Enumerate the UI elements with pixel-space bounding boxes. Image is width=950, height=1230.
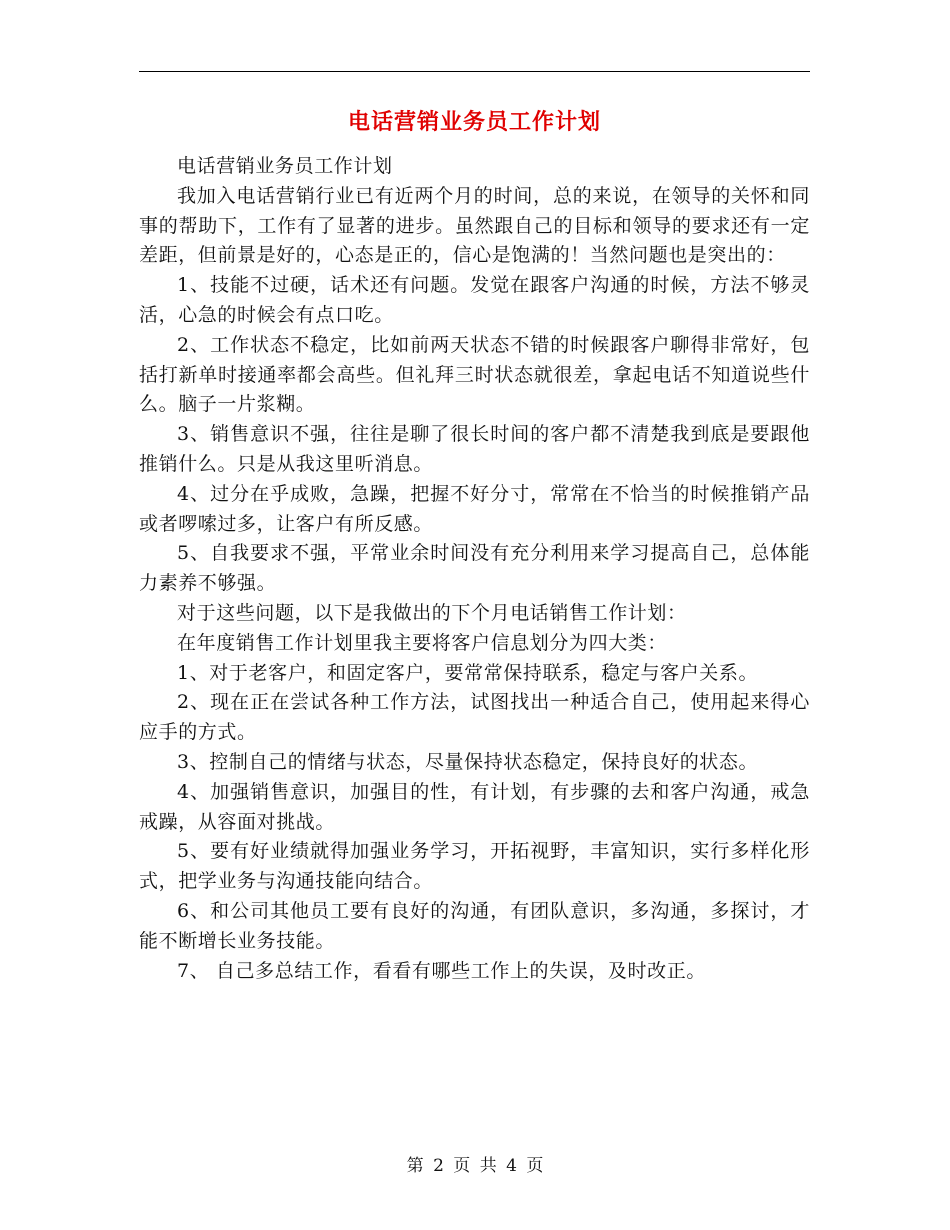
paragraph-plan-2: 2、现在正在尝试各种工作方法，试图找出一种适合自己，使用起来得心应手的方式。 xyxy=(139,691,810,744)
paragraph-plan-6: 6、和公司其他员工要有良好的沟通，有团队意识，多沟通，多探讨，才能不断增长业务技能。 xyxy=(139,899,810,952)
paragraph-problem-3: 3、销售意识不强，往往是聊了很长时间的客户都不清楚我到底是要跟他推销什么。只是从我这里听消息。 xyxy=(139,423,810,475)
paragraph-plan-5: 5、要有好业绩就得加强业务学习，开拓视野，丰富知识，实行多样化形式，把学业务与沟通技能向结合。 xyxy=(139,840,810,893)
paragraph-intro: 我加入电话营销行业已有近两个月的时间，总的来说，在领导的关怀和同事的帮助下，工作有了显著的进步。虽然跟自己的目标和领导的要求还有一定差距，但前景是好的，心态是正的，信心是饱满的！当然问题也是突出的： xyxy=(139,184,810,267)
paragraph-plan-1: 1、对于老客户，和固定客户，要常常保持联系，稳定与客户关系。 xyxy=(177,661,759,684)
paragraph-problem-4: 4、过分在乎成败，急躁，把握不好分寸，常常在不恰当的时候推销产品或者啰嗦过多，让客户有所反感。 xyxy=(139,482,810,535)
document-body xyxy=(139,152,810,986)
paragraph-plan-7: 7、 自己多总结工作，看看有哪些工作上的失误，及时改正。 xyxy=(177,959,706,982)
paragraph-problem-1: 1、技能不过硬，话术还有问题。发觉在跟客户沟通的时候，方法不够灵活，心急的时候会有点口吃。 xyxy=(139,274,810,326)
paragraph-plan-4: 4、加强销售意识，加强目的性，有计划，有步骤的去和客户沟通，戒急戒躁，从容面对挑战。 xyxy=(139,780,810,833)
paragraph-subtitle: 电话营销业务员工作计划 xyxy=(177,155,393,177)
paragraph-problem-2: 2、工作状态不稳定，比如前两天状态不错的时候跟客户聊得非常好，包括打新单时接通率都会高些。但礼拜三时状态就很差，拿起电话不知道说些什么。脑子一片浆糊。 xyxy=(139,333,810,416)
paragraph-plan-3: 3、控制自己的情绪与状态，尽量保持状态稳定，保持良好的状态。 xyxy=(177,750,759,773)
header-rule xyxy=(139,71,810,72)
paragraph-plan-categories: 在年度销售工作计划里我主要将客户信息划分为四大类： xyxy=(177,631,668,654)
page-number-footer: 第 2 页 共 4 页 xyxy=(406,1156,544,1176)
paragraph-problem-5: 5、自我要求不强，平常业余时间没有充分利用来学习提高自己，总体能力素养不够强。 xyxy=(139,542,810,595)
document-title: 电话营销业务员工作计划 xyxy=(347,110,601,135)
paragraph-plan-intro: 对于这些问题，以下是我做出的下个月电话销售工作计划： xyxy=(177,601,687,624)
